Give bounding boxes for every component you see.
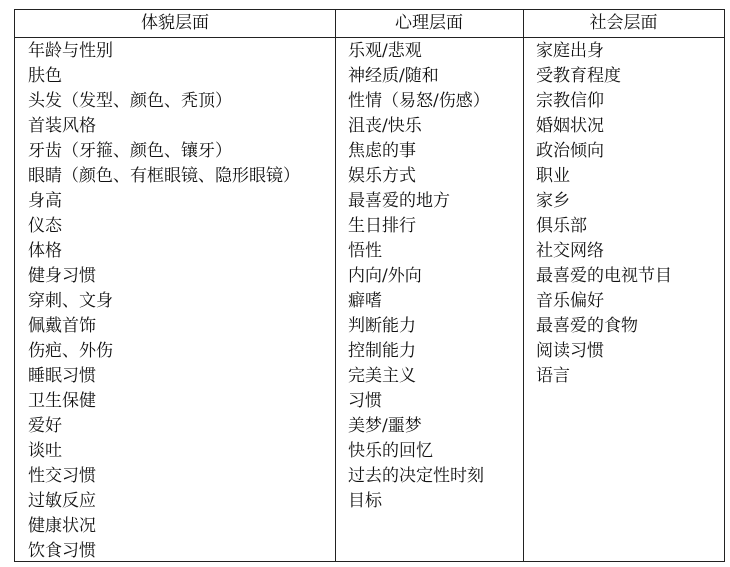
table-cell: 生日排行: [348, 216, 416, 236]
table-cell: 牙齿（牙箍、颜色、镶牙）: [28, 141, 232, 161]
header-social: 社会层面: [589, 13, 658, 33]
table-cell: 俱乐部: [536, 216, 587, 236]
table-cell: 仪态: [28, 216, 62, 236]
table-cell: 健康状况: [28, 516, 96, 536]
table-cell: 睡眠习惯: [28, 366, 96, 386]
table-cell: 语言: [536, 366, 570, 386]
trait-table: [14, 9, 725, 562]
table-cell: 癖嗜: [348, 291, 382, 311]
table-cell: 乐观/悲观: [348, 41, 422, 61]
column-physical: [28, 39, 300, 564]
table-cell: 沮丧/快乐: [348, 116, 422, 136]
header-psychological: 心理层面: [395, 13, 463, 33]
table-cell: 卫生保健: [28, 391, 96, 411]
table-cell: 婚姻状况: [536, 116, 604, 136]
column-psychological: [348, 39, 490, 514]
table-cell: 谈吐: [28, 441, 62, 461]
table-cell: 阅读习惯: [536, 341, 604, 361]
table-cell: 受教育程度: [536, 66, 621, 86]
header-divider: [15, 37, 724, 38]
header-physical: 体貌层面: [141, 13, 209, 33]
table-cell: 音乐偏好: [536, 291, 604, 311]
table-cell: 社交网络: [536, 241, 604, 261]
table-cell: 身高: [28, 191, 62, 211]
table-cell: 过敏反应: [28, 491, 96, 511]
table-cell: 穿刺、文身: [28, 291, 113, 311]
table-cell: 快乐的回忆: [348, 441, 433, 461]
table-cell: 判断能力: [348, 316, 416, 336]
table-cell: 肤色: [28, 66, 62, 86]
table-cell: 神经质/随和: [348, 66, 439, 86]
table-cell: 最喜爱的地方: [348, 191, 450, 211]
table-cell: 目标: [348, 491, 382, 511]
column-social: [536, 39, 672, 389]
table-cell: 政治倾向: [536, 141, 604, 161]
table-cell: 眼睛（颜色、有框眼镜、隐形眼镜）: [28, 166, 300, 186]
table-cell: 职业: [536, 166, 570, 186]
table-cell: 性交习惯: [28, 466, 96, 486]
table-cell: 家乡: [536, 191, 570, 211]
table-cell: 控制能力: [348, 341, 416, 361]
table-cell: 体格: [28, 241, 62, 261]
table-cell: 习惯: [348, 391, 382, 411]
column-divider-2: [523, 10, 524, 561]
table-cell: 性情（易怒/伤感）: [348, 91, 490, 111]
table-cell: 年龄与性别: [28, 41, 113, 61]
table-cell: 娱乐方式: [348, 166, 416, 186]
table-cell: 饮食习惯: [28, 541, 96, 561]
table-cell: 悟性: [348, 241, 382, 261]
table-cell: 焦虑的事: [348, 141, 416, 161]
table-cell: 健身习惯: [28, 266, 96, 286]
table-cell: 家庭出身: [536, 41, 604, 61]
table-cell: 宗教信仰: [536, 91, 604, 111]
column-divider-1: [335, 10, 336, 561]
table-cell: 美梦/噩梦: [348, 416, 422, 436]
table-cell: 最喜爱的食物: [536, 316, 638, 336]
table-cell: 内向/外向: [348, 266, 422, 286]
table-cell: 爱好: [28, 416, 62, 436]
table-cell: 完美主义: [348, 366, 416, 386]
table-cell: 首装风格: [28, 116, 96, 136]
table-cell: 头发（发型、颜色、秃顶）: [28, 91, 232, 111]
table-cell: 过去的决定性时刻: [348, 466, 484, 486]
table-cell: 伤疤、外伤: [28, 341, 113, 361]
table-cell: 佩戴首饰: [28, 316, 96, 336]
table-cell: 最喜爱的电视节目: [536, 266, 672, 286]
